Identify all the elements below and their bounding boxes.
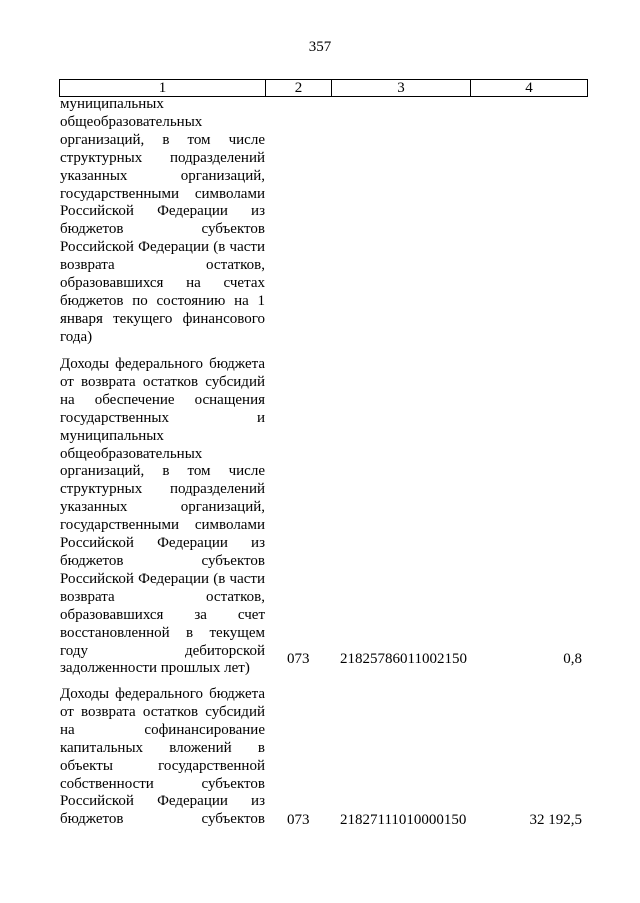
- name-line: объекты государственной: [60, 757, 265, 774]
- name-line: года): [60, 328, 93, 345]
- column-header-1: 1: [60, 80, 266, 97]
- name-line: муниципальных: [60, 427, 164, 444]
- name-line: бюджетов субъектов: [60, 221, 265, 238]
- name-line: возврата остатков,: [60, 257, 265, 274]
- column-header-table: [59, 79, 588, 97]
- name-line: капитальных вложений в: [60, 739, 265, 756]
- row-2-amount: 32 192,5: [529, 812, 582, 828]
- column-header-row: [60, 80, 588, 97]
- name-line: общеобразовательных: [60, 113, 203, 130]
- row-2-name: [60, 686, 265, 829]
- name-line: Российской Федерации из: [60, 793, 265, 810]
- row-1-kbk: 21825786011002150: [340, 651, 467, 667]
- name-line: структурных подразделений: [60, 481, 265, 498]
- name-line: образовавшихся за счет: [60, 606, 265, 623]
- column-header-2: 2: [266, 80, 332, 97]
- row-1-amount: 0,8: [563, 651, 582, 667]
- name-line: от возврата остатков субсидий: [60, 373, 265, 390]
- row-1-name: [60, 356, 265, 678]
- name-line: января текущего финансового: [60, 310, 265, 327]
- name-line: году дебиторской: [60, 642, 265, 659]
- name-line: на обеспечение оснащения: [60, 391, 265, 408]
- page-number: 357: [308, 39, 332, 55]
- name-line: Российской Федерации из: [60, 203, 265, 220]
- row-2-kbk: 21827111010000150: [340, 812, 467, 828]
- name-line: бюджетов субъектов: [60, 552, 265, 569]
- name-line: Доходы федерального бюджета: [60, 356, 265, 372]
- name-line: задолженности прошлых лет): [60, 660, 250, 677]
- row-0-name: [60, 96, 265, 347]
- column-header-4: 4: [471, 80, 588, 97]
- name-line: муниципальных: [60, 96, 164, 112]
- row-1-admin-code: 073: [287, 651, 310, 667]
- row-2-admin-code: 073: [287, 812, 310, 828]
- name-line: общеобразовательных: [60, 445, 203, 462]
- name-line: государственными символами: [60, 517, 265, 534]
- name-line: Российской Федерации из: [60, 535, 265, 552]
- name-line: от возврата остатков субсидий: [60, 703, 265, 720]
- name-line: Российской Федерации (в части: [60, 570, 265, 587]
- name-line: собственности субъектов: [60, 775, 265, 792]
- name-line: бюджетов по состоянию на 1: [60, 292, 265, 309]
- name-line: Доходы федерального бюджета: [60, 686, 265, 702]
- name-line: структурных подразделений: [60, 149, 265, 166]
- column-header-3: 3: [332, 80, 471, 97]
- name-line: организаций, в том числе: [60, 463, 265, 480]
- name-line: организаций, в том числе: [60, 131, 265, 148]
- name-line: восстановленной в текущем: [60, 624, 265, 641]
- name-line: возврата остатков,: [60, 588, 265, 605]
- name-line: указанных организаций,: [60, 167, 265, 184]
- name-line: на софинансирование: [60, 721, 265, 738]
- name-line: бюджетов субъектов: [60, 811, 265, 828]
- name-line: образовавшихся на счетах: [60, 275, 265, 292]
- name-line: Российской Федерации (в части: [60, 239, 265, 256]
- name-line: государственных и: [60, 409, 265, 426]
- name-line: указанных организаций,: [60, 499, 265, 516]
- name-line: государственными символами: [60, 185, 265, 202]
